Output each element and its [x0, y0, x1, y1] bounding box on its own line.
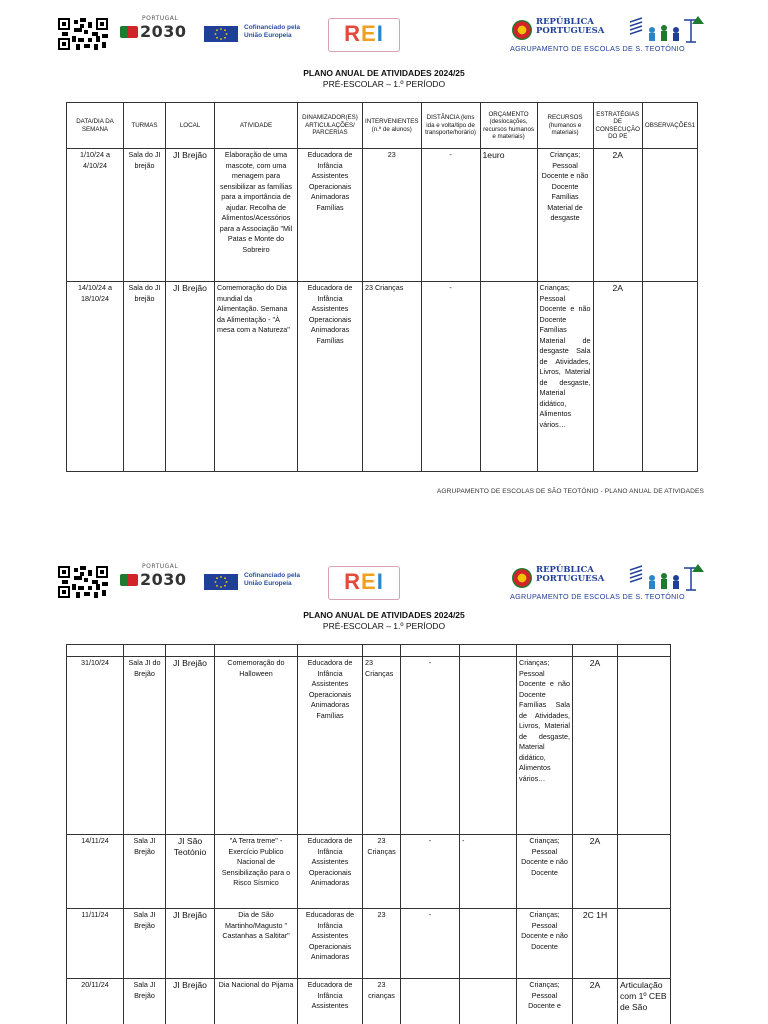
cell-local: JI São Teotónio: [166, 835, 215, 909]
cell-date: 14/10/24 a 18/10/24: [67, 282, 124, 472]
logo-strip: [58, 562, 710, 602]
cell-recursos: Crianças; Pessoal Docente e: [517, 979, 573, 1024]
cell-turmas: Sala JI do Brejão: [124, 657, 166, 835]
activities-table: [66, 102, 698, 472]
eu-flag-icon: [204, 26, 238, 42]
cell-turmas: Sala do JI brejão: [124, 282, 166, 472]
republica-text: REPÚBLICA PORTUGUESA: [536, 17, 605, 36]
republica-portuguesa-logo: [510, 562, 710, 602]
document-title: PLANO ANUAL DE ATIVIDADES 2024/25: [303, 68, 465, 78]
cell-turmas: Sala do JI brejão: [124, 149, 166, 282]
cell-distancia: -: [401, 657, 460, 835]
cell-atividade: Comemoração do Halloween: [215, 657, 298, 835]
column-header: TURMAS: [124, 103, 166, 149]
rei-logo: REI: [328, 566, 400, 600]
table-header-row: [67, 103, 698, 149]
column-header: DINAMIZADOR(ES) ARTICULAÇÕES/ PARCERIAS: [298, 103, 363, 149]
cell-recursos: Crianças; Pessoal Docente e não Docente Famílias Sala de Atividades, Livros, Material de desgaste, Material didático, Alimentos vários…: [517, 657, 573, 835]
cell-estrategias: 2A: [593, 149, 642, 282]
table-row: [67, 909, 671, 979]
document-subtitle: PRÉ-ESCOLAR – 1.º PERÍODO: [322, 621, 446, 631]
cell-distancia: -: [421, 149, 480, 282]
table-row: [67, 835, 671, 909]
republica-portuguesa-logo: [510, 14, 710, 54]
column-header: ORÇAMENTO (deslocações, recursos humanos e materiais): [480, 103, 537, 149]
eu-cofunding-text: Cofinanciado pela União Europeia: [244, 572, 300, 587]
activities-table: [66, 644, 671, 1024]
column-header: ESTRATÉGIAS DE CONSECUÇÃO DO PE: [593, 103, 642, 149]
cell-local: JI Brejão: [166, 149, 215, 282]
cell-turmas: Sala JI Brejão: [124, 979, 166, 1024]
cell-observacoes: Articulação com 1º CEB de São: [618, 979, 671, 1024]
agrupamento-text: AGRUPAMENTO DE ESCOLAS DE S. TEOTÓNIO: [510, 592, 685, 601]
cell-distancia: -: [401, 835, 460, 909]
school-figures-icon: [628, 564, 710, 594]
agrupamento-text: AGRUPAMENTO DE ESCOLAS DE S. TEOTÓNIO: [510, 44, 685, 53]
cell-observacoes: [642, 149, 697, 282]
cell-recursos: Crianças; Pessoal Docente e não Docente: [517, 909, 573, 979]
cell-orcamento: [460, 909, 517, 979]
cell-orcamento: [460, 657, 517, 835]
cell-orcamento: [460, 979, 517, 1024]
cell-dinamizadores: Educadora de Infância Assistentes: [298, 979, 363, 1024]
document-page-2: [0, 548, 768, 1024]
cell-date: 14/11/24: [67, 835, 124, 909]
cell-estrategias: 2A: [573, 835, 618, 909]
cell-observacoes: [618, 909, 671, 979]
cell-estrategias: 2A: [573, 657, 618, 835]
school-figures-icon: [628, 16, 710, 46]
cell-date: 20/11/24: [67, 979, 124, 1024]
cell-atividade: Elaboração de uma mascote, com uma menagem para sensibilizar as famílias para a importância de ajudar. Recolha de Alimentos/Acessórios para a Associação "Mil Patas e Monte do Sobreiro: [215, 149, 298, 282]
column-header: ATIVIDADE: [215, 103, 298, 149]
cell-date: 11/11/24: [67, 909, 124, 979]
qr-code-icon: [58, 566, 108, 598]
logo-strip: [58, 14, 710, 54]
column-header: DISTÂNCIA (kms ida e volta/tipo de transporte/horário): [421, 103, 480, 149]
cell-distancia: -: [401, 909, 460, 979]
column-header: LOCAL: [166, 103, 215, 149]
rei-logo: REI: [328, 18, 400, 52]
cell-atividade: Dia de São Martinho/Magusto " Castanhas a Saltitar": [215, 909, 298, 979]
cell-observacoes: [618, 657, 671, 835]
cell-distancia: [401, 979, 460, 1024]
cell-orcamento: 1euro: [480, 149, 537, 282]
cell-dinamizadores: Educadora de Infância Assistentes Operacionais Animadoras Famílias: [298, 149, 363, 282]
column-header: OBSERVAÇÕES1: [642, 103, 697, 149]
cell-dinamizadores: Educadoras de Infância Assistentes Operacionais Animadoras: [298, 909, 363, 979]
cell-distancia: -: [421, 282, 480, 472]
cell-turmas: Sala JI Brejão: [124, 909, 166, 979]
table-row: [67, 149, 698, 282]
cell-recursos: Crianças; Pessoal Docente e não Docente: [517, 835, 573, 909]
cell-atividade: Dia Nacional do Pijama: [215, 979, 298, 1024]
cell-date: 1/10/24 a 4/10/24: [67, 149, 124, 282]
cell-local: JI Brejão: [166, 657, 215, 835]
cell-dinamizadores: Educadora de Infância Assistentes Operacionais Animadoras Famílias: [298, 657, 363, 835]
cell-intervenientes: 23: [363, 909, 401, 979]
document-title: PLANO ANUAL DE ATIVIDADES 2024/25: [303, 610, 465, 620]
portuguese-emblem-icon: [512, 20, 532, 40]
cell-atividade: "A Terra treme" - Exercício Publico Nacional de Sensibilização para o Risco Sísmico: [215, 835, 298, 909]
cell-orcamento: [480, 282, 537, 472]
table-row: [67, 282, 698, 472]
eu-cofunding-text: Cofinanciado pela União Europeia: [244, 24, 300, 39]
cell-turmas: Sala JI Brejão: [124, 835, 166, 909]
cell-dinamizadores: Educadora de Infância Assistentes Operacionais Animadoras: [298, 835, 363, 909]
cell-intervenientes: 23 Crianças: [363, 657, 401, 835]
eu-flag-icon: [204, 574, 238, 590]
cell-observacoes: [642, 282, 697, 472]
portuguese-emblem-icon: [512, 568, 532, 588]
qr-code-icon: [58, 18, 108, 50]
table-row: [67, 979, 671, 1024]
document-subtitle: PRÉ-ESCOLAR – 1.º PERÍODO: [322, 79, 446, 89]
cell-local: JI Brejão: [166, 909, 215, 979]
cell-date: 31/10/24: [67, 657, 124, 835]
cell-dinamizadores: Educadora de Infância Assistentes Operacionais Animadoras Famílias: [298, 282, 363, 472]
table-header-row-empty: [67, 645, 671, 657]
cell-estrategias: 2A: [573, 979, 618, 1024]
cell-estrategias: 2C 1H: [573, 909, 618, 979]
cell-intervenientes: 23: [363, 149, 422, 282]
column-header: INTERVENIENTES (n.º de alunos): [363, 103, 422, 149]
cell-recursos: Crianças; Pessoal Docente e não Docente Famílias Material de desgaste: [537, 149, 593, 282]
cell-atividade: Comemoração do Dia mundial da Alimentação. Semana da Alimentação - "À mesa com a Natureza": [215, 282, 298, 472]
page-footer: AGRUPAMENTO DE ESCOLAS DE SÃO TEOTÓNIO - PLANO ANUAL DE ATIVIDADES: [436, 488, 704, 495]
cell-intervenientes: 23 crianças: [363, 979, 401, 1024]
column-header: DATA/DIA DA SEMANA: [67, 103, 124, 149]
cell-recursos: Crianças; Pessoal Docente e não Docente Famílias Material de desgaste Sala de Atividades, Livros, Material de desgaste, Material didático, Alimentos vários…: [537, 282, 593, 472]
portugal-2030-logo: PORTUGAL 2030: [120, 570, 187, 589]
cell-orcamento: -: [460, 835, 517, 909]
portugal-2030-logo: PORTUGAL 2030: [120, 22, 187, 41]
cell-local: JI Brejão: [166, 282, 215, 472]
column-header: RECURSOS (humanos e materiais): [537, 103, 593, 149]
republica-text: REPÚBLICA PORTUGUESA: [536, 565, 605, 584]
cell-local: JI Brejão: [166, 979, 215, 1024]
table-row: [67, 657, 671, 835]
cell-intervenientes: 23 Crianças: [363, 282, 422, 472]
cell-estrategias: 2A: [593, 282, 642, 472]
cell-intervenientes: 23 Crianças: [363, 835, 401, 909]
cell-observacoes: [618, 835, 671, 909]
